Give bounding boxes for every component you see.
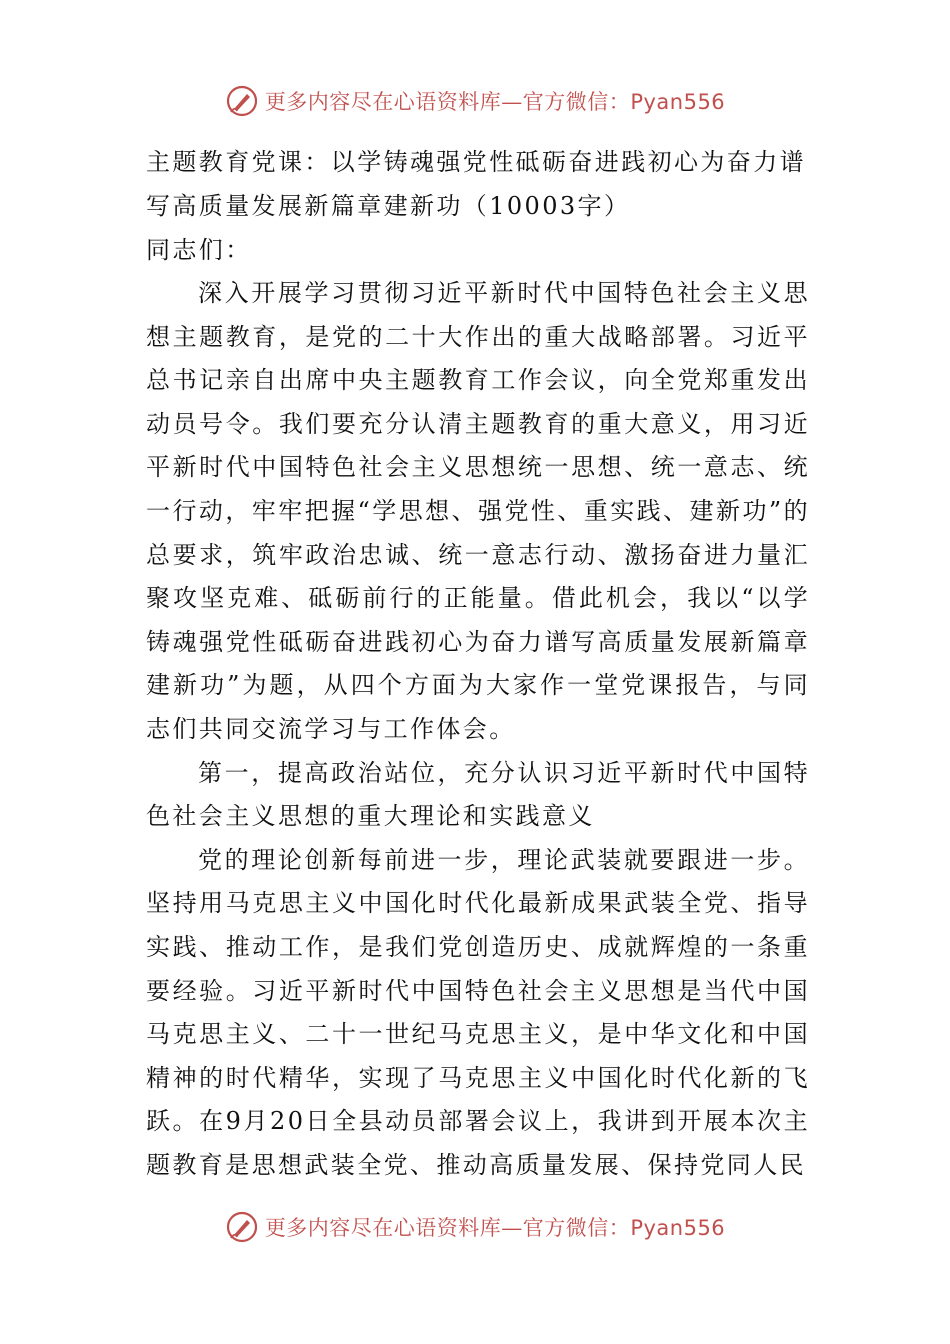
document-title: 主题教育党课：以学铸魂强党性砥砺奋进践初心为奋力谱写高质量发展新篇章建新功（10003字）	[146, 148, 806, 220]
salutation: 同志们：	[146, 236, 252, 264]
section-heading-1: 第一，提高政治站位，充分认识习近平新时代中国特色社会主义思想的重大理论和实践意义	[146, 758, 810, 831]
paragraph-intro: 深入开展学习贯彻习近平新时代中国特色社会主义思想主题教育，是党的二十大作出的重大战略部署。习近平总书记亲自出席中央主题教育工作会议，向全党郑重发出动员号令。我们要充分认清主题教育的重大意义，用习近平新时代中国特色社会主义思想统一思想、统一意志、统一行动，牢牢把握“学思想、强党性、重实践、建新功”的总要求，筑牢政治忠诚、统一意志行动、激扬奋进力量汇聚攻坚克难、砥砺前行的正能量。借此机会，我以“以学铸魂强党性砥砺奋进践初心为奋力谱写高质量发展新篇章建新功”为题，从四个方面为大家作一堂党课报告，与同志们共同交流学习与工作体会。	[146, 279, 810, 743]
watermark-text: 更多内容尽在心语资料库—官方微信：Pyan556	[264, 1216, 726, 1240]
pen-logo-icon	[225, 84, 259, 118]
footer-watermark	[0, 1210, 950, 1244]
paragraph-section-1: 党的理论创新每前进一步，理论武装就要跟进一步。坚持用马克思主义中国化时代化最新成果武装全党、指导实践、推动工作，是我们党创造历史、成就辉煌的一条重要经验。习近平新时代中国特色社会主义思想是当代中国马克思主义、二十一世纪马克思主义，是中华文化和中国精神的时代精华，实现了马克思主义中国化时代化新的飞跃。在9月20日全县动员部署会议上，我讲到开展本次主题教育是思想武装全党、推动高质量发展、保持党同人民	[146, 845, 810, 1179]
header-watermark	[0, 84, 950, 118]
watermark-text: 更多内容尽在心语资料库—官方微信：Pyan556	[264, 90, 726, 114]
document-body	[146, 140, 810, 1187]
pen-logo-icon	[225, 1210, 259, 1244]
